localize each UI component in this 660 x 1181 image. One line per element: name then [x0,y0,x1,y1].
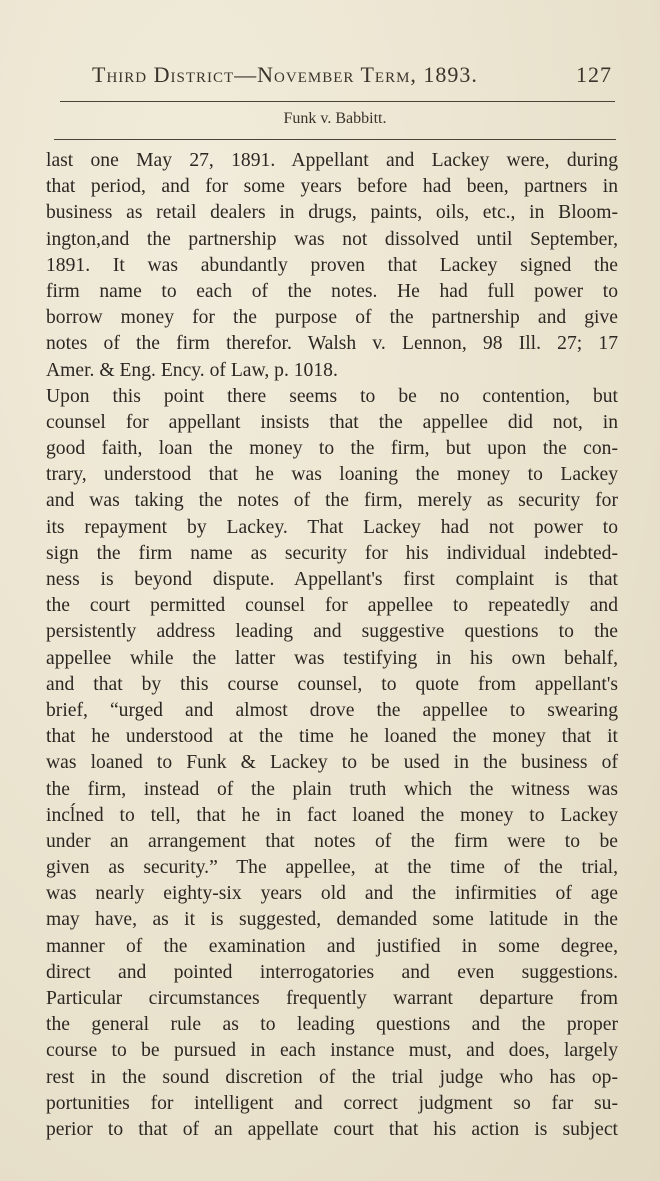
running-head-title: Third District—November Term, 1893. [92,62,478,87]
text-line: given as security.” The appellee, at the time of the trial, [46,857,618,879]
text-line: sign the firm name as security for his individual indebted- [46,542,618,564]
text-line: perior to that of an appellate court that his action is subject [46,1118,618,1140]
text-line: course to be pursued in each instance must, and does, largely [46,1040,618,1062]
text-line: business as retail dealers in drugs, paints, oils, etc., in Bloom- [46,202,618,224]
text-line: may have, as it is suggested, demanded some latitude in the [46,909,618,931]
text-line: 1891. It was abundantly proven that Lackey signed the [46,254,618,276]
case-title: Funk v. Babbitt. [283,110,387,127]
text-line: that he understood at the time he loaned the money that it [46,726,618,748]
text-line: appellee while the latter was testifying in his own behalf, [46,647,618,669]
text-line: the firm, instead of the plain truth which the witness was [46,778,618,800]
body-text [46,148,618,1143]
text-line: the court permitted counsel for appellee to repeatedly and [46,595,618,617]
text-line: persistently address leading and suggestive questions to the [46,621,618,643]
text-line: brief, “urged and almost drove the appellee to swearing [46,699,618,721]
text-line: Particular circumstances frequently warrant departure from [46,988,618,1009]
text-line: ness is beyond dispute. Appellant's first complaint is that [46,569,618,590]
text-line: under an arrangement that notes of the firm were to be [46,830,618,852]
text-line: its repayment by Lackey. That Lackey had not power to [46,516,618,538]
text-line: and was taking the notes of the firm, merely as security for [46,490,618,512]
text-line: counsel for appellant insists that the appellee did not, in [46,411,618,433]
text-line: firm name to each of the notes. He had full power to [46,280,618,302]
text-line: Amer. & Eng. Ency. of Law, p. 1018. [46,359,338,381]
text-line: good faith, loan the money to the firm, but upon the con- [46,438,618,460]
text-line: incĺned to tell, that he in fact loaned the money to Lackey [46,804,618,826]
text-line: ington,and the partnership was not dissolved until September, [46,228,618,250]
page-number: 127 [576,62,612,87]
text-line: that period, and for some years before had been, partners in [46,176,618,198]
text-line: and that by this course counsel, to quote from appellant's [46,673,618,695]
text-line: direct and pointed interrogatories and even suggestions. [46,961,618,983]
case-title-rule [54,139,616,140]
text-line: borrow money for the purpose of the partnership and give [46,307,618,329]
text-line: Upon this point there seems to be no contention, but [46,385,618,407]
text-line: manner of the examination and justified in some degree, [46,935,618,957]
text-line: the general rule as to leading questions and the proper [46,1014,618,1036]
text-line: was loaned to Funk & Lackey to be used in the business of [46,752,618,774]
header-rule [60,101,615,102]
text-line: portunities for intelligent and correct judgment so far su- [46,1092,618,1114]
text-line: trary, understood that he was loaning the money to Lackey [46,464,618,486]
text-line: was nearly eighty-six years old and the infirmities of age [46,883,618,905]
text-line: last one May 27, 1891. Appellant and Lackey were, during [46,150,618,171]
running-head [92,62,612,96]
text-line: rest in the sound discretion of the trial judge who has op- [46,1066,618,1088]
text-line: notes of the firm therefor. Walsh v. Lennon, 98 Ill. 27; 17 [46,333,618,355]
